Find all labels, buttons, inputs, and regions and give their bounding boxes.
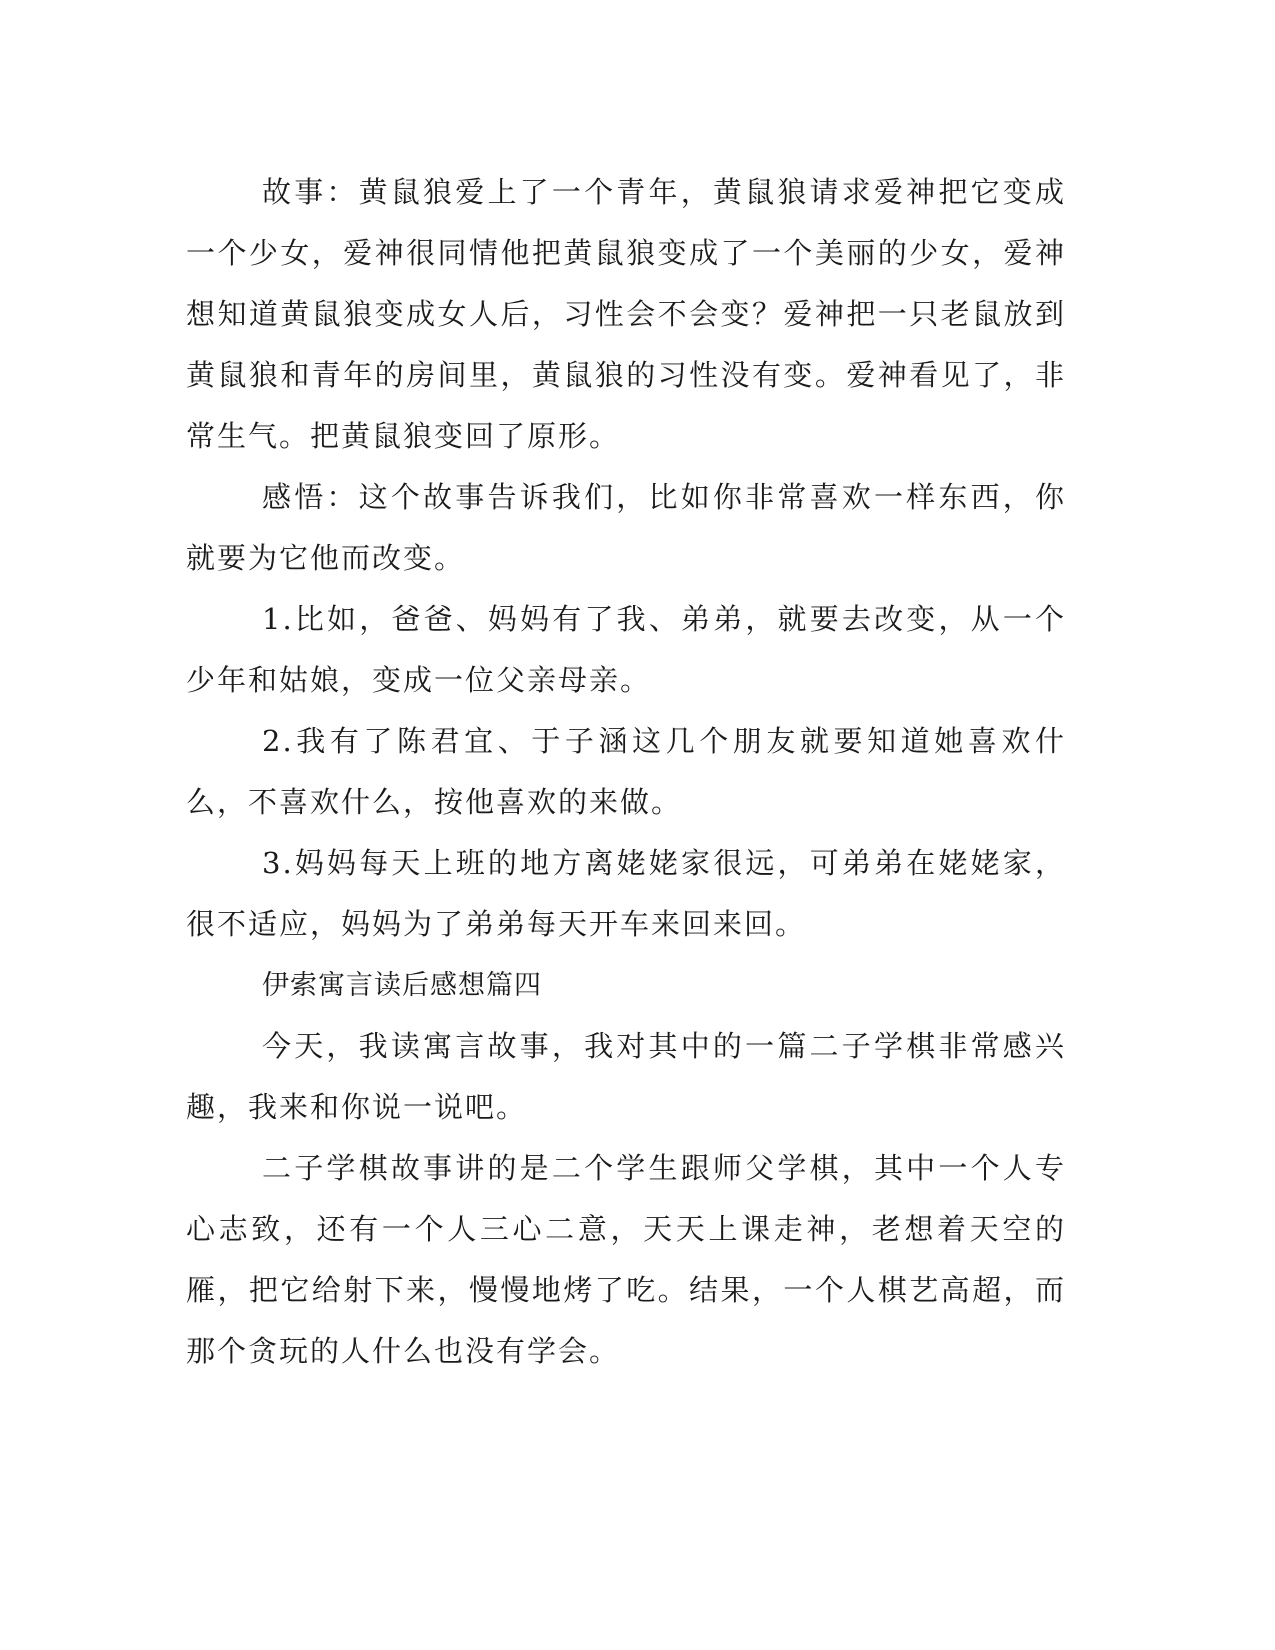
paragraph-point-3: 3.妈妈每天上班的地方离姥姥家很远，可弟弟在姥姥家，很不适应，妈妈为了弟弟每天开车来回来回。	[186, 846, 1066, 941]
paragraph-story: 故事：黄鼠狼爱上了一个青年，黄鼠狼请求爱神把它变成一个少女，爱神很同情他把黄鼠狼变成了一个美丽的少女，爱神想知道黄鼠狼变成女人后，习性会不会变？爱神把一只老鼠放到黄鼠狼和青年的房间里，黄鼠狼的习性没有变。爱神看见了，非常生气。把黄鼠狼变回了原形。	[186, 175, 1066, 453]
document-page	[186, 162, 1066, 1382]
paragraph-chess-story: 二子学棋故事讲的是二个学生跟师父学棋，其中一个人专心志致，还有一个人三心二意，天天上课走神，老想着天空的雁，把它给射下来，慢慢地烤了吃。结果，一个人棋艺高超，而那个贪玩的人什么也没有学会。	[186, 1151, 1066, 1368]
paragraph-insight: 感悟：这个故事告诉我们，比如你非常喜欢一样东西，你就要为它他而改变。	[186, 480, 1066, 575]
paragraph-intro: 今天，我读寓言故事，我对其中的一篇二子学棋非常感兴趣，我来和你说一说吧。	[186, 1029, 1066, 1124]
paragraph-point-1: 1.比如，爸爸、妈妈有了我、弟弟，就要去改变，从一个少年和姑娘，变成一位父亲母亲。	[186, 602, 1066, 697]
paragraph-point-2: 2.我有了陈君宜、于子涵这几个朋友就要知道她喜欢什么，不喜欢什么，按他喜欢的来做。	[186, 724, 1066, 819]
section-heading: 伊索寓言读后感想篇四	[262, 970, 542, 1001]
